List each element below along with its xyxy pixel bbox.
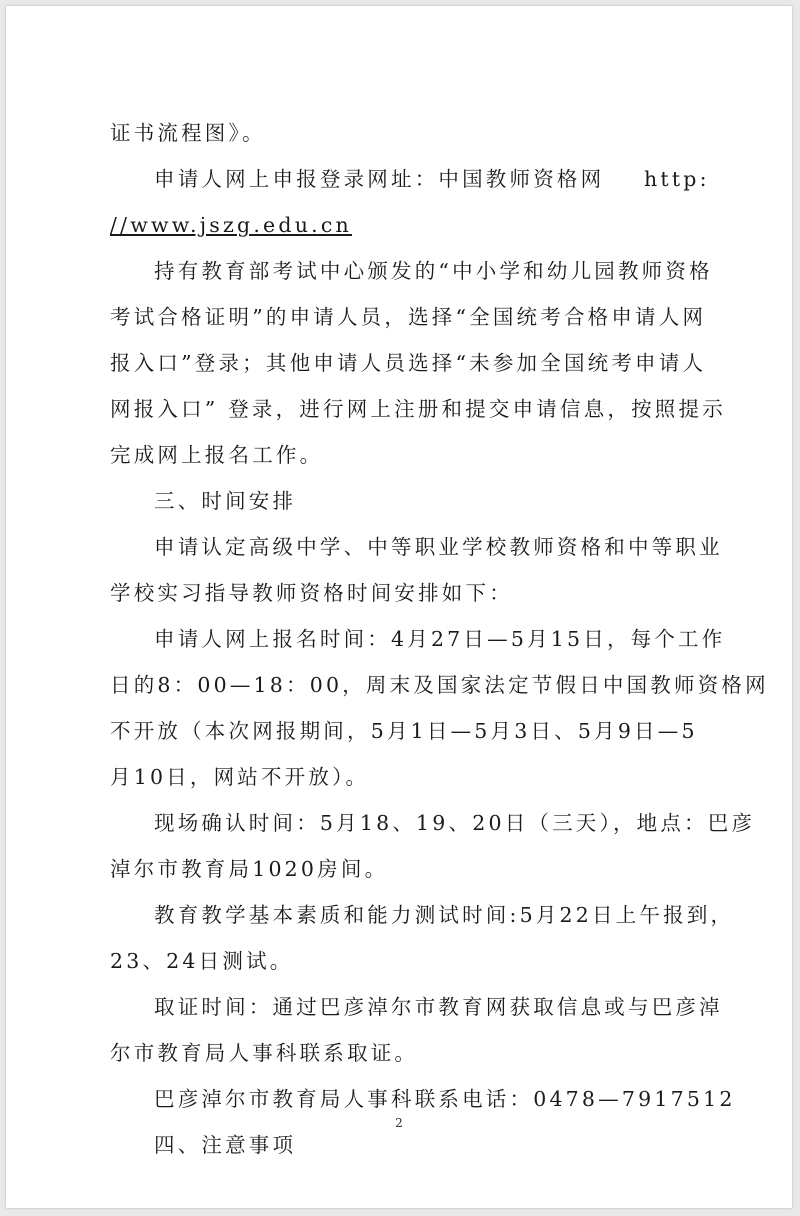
- text-line-closed-dates: 不开放（本次网报期间，5月1日—5月3日、5月9日—5: [110, 719, 698, 743]
- text-line-complete-signup: 完成网上报名工作。: [110, 443, 324, 467]
- text-line-registration: 网报入口” 登录，进行网上注册和提交申请信息，按照提示: [110, 397, 726, 421]
- page-number: 2: [395, 1116, 403, 1130]
- website-url-link[interactable]: //www.jszg.edu.cn: [110, 213, 352, 237]
- text-line-test-dates: 23、24日测试。: [110, 949, 294, 973]
- text-line-certificate-holders: 持有教育部考试中心颁发的“中小学和幼儿园教师资格: [154, 259, 713, 283]
- website-url-prefix[interactable]: http:: [644, 167, 710, 191]
- text-line-test-time: 教育教学基本素质和能力测试时间:5月22日上午报到，: [154, 903, 735, 927]
- section-heading-notes: 四、注意事项: [154, 1133, 297, 1157]
- text-line-closed-dates-cont: 月10日，网站不开放）。: [110, 765, 370, 789]
- text-line-website-label: [110, 156, 710, 202]
- text-line-working-hours: 日的8：00—18：00，周末及国家法定节假日中国教师资格网: [110, 673, 769, 697]
- text-line-onsite-location: 淖尔市教育局1020房间。: [110, 857, 389, 881]
- text-line-collection-contact: 尔市教育局人事科联系取证。: [110, 1041, 419, 1065]
- text-line-website-url: [110, 202, 706, 248]
- text-line-onsite-confirmation: 现场确认时间：5月18、19、20日（三天），地点：巴彦: [154, 811, 756, 835]
- text-line-collection-time: 取证时间：通过巴彦淖尔市教育网获取信息或与巴彦淖: [154, 995, 723, 1019]
- text-line-exam-proof: 考试合格证明”的申请人员，选择“全国统考合格申请人网: [110, 305, 707, 329]
- text-line-contact-phone: 巴彦淖尔市教育局人事科联系电话：0478—7917512: [154, 1087, 736, 1111]
- text-line-online-period: 申请人网上报名时间：4月27日—5月15日，每个工作: [154, 627, 726, 651]
- website-label: 申请人网上申报登录网址：中国教师资格网: [154, 167, 605, 191]
- text-line-entry-choice: 报入口”登录；其他申请人员选择“未参加全国统考申请人: [110, 351, 707, 375]
- text-line-schedule-intro-cont: 学校实习指导教师资格时间安排如下：: [110, 581, 513, 605]
- section-heading-schedule: 三、时间安排: [154, 489, 297, 513]
- document-body: [110, 110, 769, 1168]
- document-page: [6, 6, 792, 1208]
- text-line-schedule-intro: 申请认定高级中学、中等职业学校教师资格和中等职业: [154, 535, 723, 559]
- text-line-flowchart: 证书流程图》。: [110, 121, 266, 145]
